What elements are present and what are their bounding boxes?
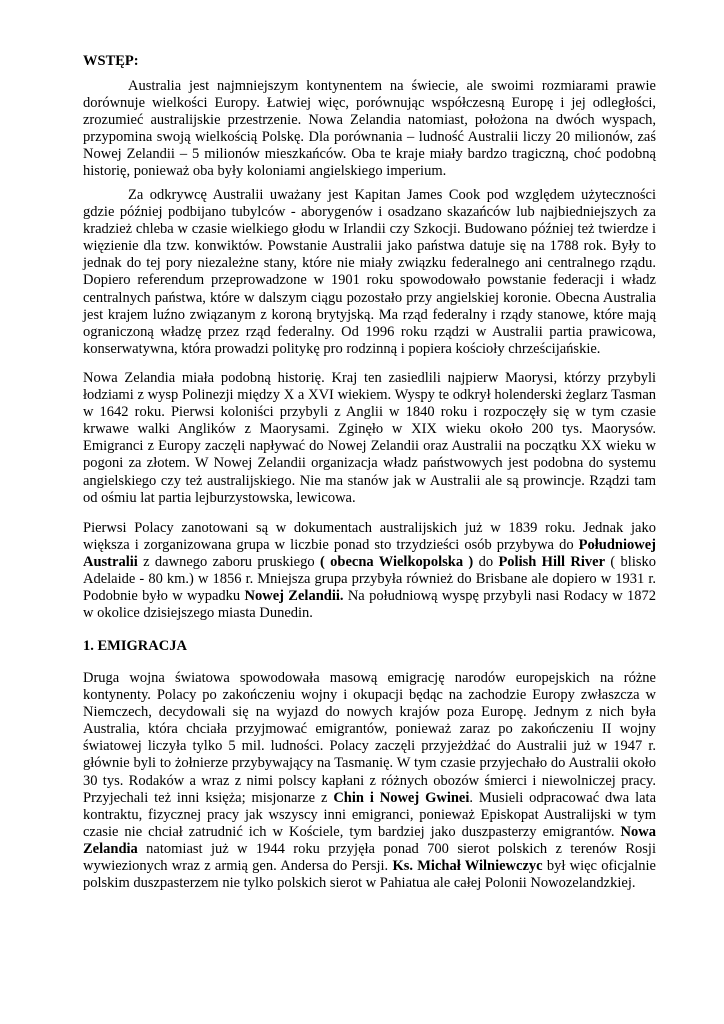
section-heading-emigration: 1. EMIGRACJA — [83, 638, 187, 654]
poles-paragraph: Pierwsi Polacy zanotowani są w dokumentach australijskich już w 1839 roku. Jednak jako większa i zorganizowana grupa w liczbie ponad sto trzydzieści osób przybywa do Południowej Australii z dawnego zaboru pruskiego ( obecna Wielkopolska ) do Polish Hill River ( blisko Adelaide - 80 km.) w 1856 r. Mniejsza grupa przybyła również do Brisbane ale dopiero w 1931 r. Podobnie było w wypadku Nowej Zelandii. Na południową wyspę przybyli nasi Rodacy w 1872 w okolice dzisiejszego miasta Dunedin. — [83, 520, 656, 622]
new-zealand-paragraph: Nowa Zelandia miała podobną historię. Kraj ten zasiedlili najpierw Maorysi, którzy przybyli łodziami z wysp Polinezji między X a XVI wiekiem. Wyspy te odkrył holenderski żeglarz Tasman w 1642 roku. Pierwsi koloniści przybyli z Anglii w 1840 roku i rozpoczęły się w tym czasie krwawe walki Anglików z Maorysami. Zginęło w XIX wieku około 200 tys. Maorysów. Emigranci z Europy zaczęli napływać do Nowej Zelandii oraz Australii na początku XX wieku w pogoni za złotem. W Nowej Zelandii organizacja władz państwowych jest podobna do systemu angielskiego czy też australijskiego. Nie ma stanów jak w Australii ale są prowincje. Rządzi tam od ośmiu lat partia lejburzystowska, lewicowa. — [83, 370, 656, 506]
intro-paragraph-1: Australia jest najmniejszym kontynentem na świecie, ale swoimi rozmiarami prawie dorównuje wielkości Europy. Łatwiej więc, porównując współczesną Europę i jej odległości, zrozumieć australijskie przestrzenie. Nowa Zelandia natomiast, położona na dwóch wyspach, przypomina swoją wielkością Polskę. Dla porównania – ludność Australii liczy 20 milionów, zaś Nowej Zelandii – 5 milionów mieszkańców. Oba te kraje miały bardzo tragiczną, choć podobną historię, ponieważ oba były koloniami angielskiego imperium. — [83, 78, 656, 180]
bold-priest-name: Ks. Michał Wilniewczyc — [392, 858, 543, 875]
bold-nowa-zelandia: Nowa Zelandia — [83, 823, 656, 857]
bold-polish-hill-river: Polish Hill River — [498, 554, 606, 571]
emigration-paragraph: Druga wojna światowa spowodowała masową emigrację narodów europejskich na różne kontynenty. Polacy po zakończeniu wojny i okupacji będąc na zachodzie Europy zwłaszcza w Niemczech, decydowali się na wyjazd do nowych krajów poza Europę. Jednym z nich była Australia, która chciała przyjmować emigrantów, ponieważ zaraz po zakończeniu II wojny światowej liczyła tylko 5 mil. ludności. Polacy zaczęli przyjeżdżać do Australii już w 1947 r. głównie byli to żołnierze przybywający na Tasmanię. W tym czasie przyjechało do Australii około 30 tys. Rodaków a wraz z nimi polscy kapłani z różnych obozów śmierci i niewolniczej pracy. Przyjechali też inni księża; misjonarze z Chin i Nowej Gwinei. Musieli odpracować dwa lata kontraktu, fizycznej pracy jak wszyscy inni emigranci, ponieważ Episkopat Australijski w tym czasie nie chciał zatrudnić ich w Kościele, tym bardziej jako duszpasterzy emigrantów. Nowa Zelandia natomiast już w 1944 roku przyjęła ponad 700 sierot polskich z terenów Rosji wywiezionych wraz z armią gen. Andersa do Persji. Ks. Michał Wilniewczyc był więc oficjalnie polskim duszpasterzem nie tylko polskich sierot w Pahiatua ale całej Polonii Nowozelandzkiej. — [83, 670, 657, 892]
bold-south-australia: Południowej Australii — [83, 537, 656, 571]
bold-wielkopolska: ( obecna Wielkopolska ) — [319, 554, 474, 571]
bold-china-new-guinea: Chin i Nowej Gwinei — [333, 789, 470, 806]
page-heading: WSTĘP: — [83, 53, 139, 69]
bold-new-zealand: Nowej Zelandii. — [244, 588, 344, 605]
intro-paragraph-2: Za odkrywcę Australii uważany jest Kapitan James Cook pod względem użyteczności gdzie później podbijano tubylców - aborygenów i osadzano skazańców lub najbiedniejszych za kradzież chleba w czasie wielkiego głodu w Irlandii czy Szkocji. Budowano później też twierdze i więzienie dla tzw. konwiktów. Powstanie Australii jako państwa datuje się na 1788 rok. Były to jednak do tej pory niezależne stany, które nie miały związku federalnego ani centralnego rządu. Dopiero referendum przeprowadzone w 1901 roku spowodowało powstanie federacji i władz centralnych państwa, które w dalszym ciągu pozostało przy angielskiej koronie. Obecna Australia jest krajem luźno związanym z koroną brytyjską. Ma rząd federalny i rządy stanowe, które mają ograniczoną władzę przez rząd federalny. Od 1996 roku rządzi w Australii partia prawicowa, konserwatywna, która prowadzi politykę pro rodzinną i popiera kościoły chrześcijańskie. — [83, 187, 656, 357]
